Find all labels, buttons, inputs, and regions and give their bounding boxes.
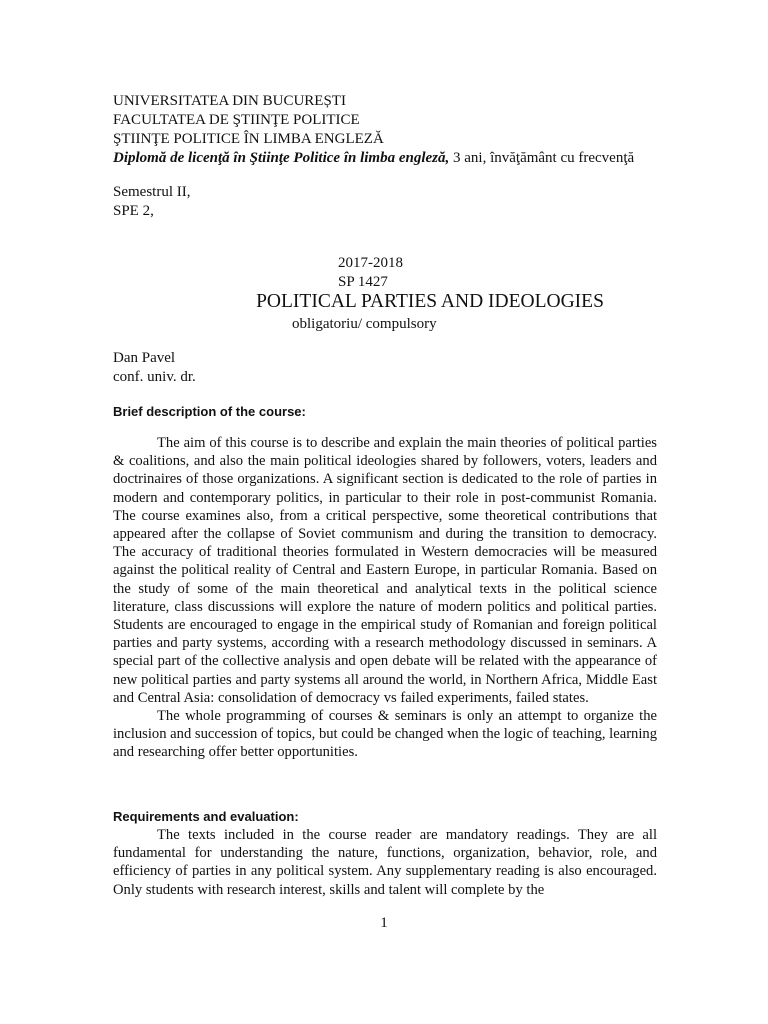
program-code-line: SPE 2, — [113, 203, 154, 219]
university-name: UNIVERSITATEA DIN BUCUREȘTI — [113, 93, 346, 109]
department-name: ŞTIINŢE POLITICE ÎN LIMBA ENGLEZĂ — [113, 131, 384, 147]
requirements-body — [113, 826, 657, 899]
semester-info — [113, 183, 190, 221]
description-paragraph: The whole programming of courses & seminars is only an attempt to organize the inclusion and succession of topics, but could be changed when the logic of teaching, learning and researching offer better opportunities. — [113, 708, 657, 761]
course-code: SP 1427 — [338, 274, 388, 290]
description-body — [113, 434, 657, 762]
course-meta — [338, 254, 403, 292]
document-header — [113, 92, 634, 168]
course-title: POLITICAL PARTIES AND IDEOLOGIES — [256, 291, 604, 312]
author-block — [113, 349, 196, 387]
section-heading-description: Brief description of the course: — [113, 404, 306, 419]
academic-year: 2017-2018 — [338, 255, 403, 271]
requirements-paragraph: The texts included in the course reader are mandatory readings. They are all fundamental for understanding the nature, functions, organization, behavior, role, and efficiency of parties in any political system. Any supplementary reading is also encouraged. Only students with research interest, skills and talent will complete by the — [113, 827, 657, 898]
page-number: 1 — [380, 915, 388, 931]
course-status: obligatoriu/ compulsory — [292, 316, 437, 332]
diploma-details: 3 ani, învăţământ cu frecvenţă — [449, 150, 635, 166]
semester-line: Semestrul II, — [113, 184, 191, 200]
diploma-line — [113, 149, 634, 168]
diploma-title: Diplomă de licenţă în Ştiinţe Politice în limba engleză, — [113, 150, 450, 166]
faculty-name: FACULTATEA DE ŞTIINŢE POLITICE — [113, 112, 360, 128]
description-paragraph: The aim of this course is to describe and explain the main theories of political parties & coalitions, and also the main political ideologies shared by followers, voters, leaders and doctrinaires of those organizations. A significant section is dedicated to the role of parties in modern and contemporary politics, in particular to their role in post-communist Romania. The course examines also, from a critical perspective, some theoretical contributions that appeared after the collapse of Soviet communism and during the transition to democracy. The accuracy of traditional theories formulated in Western democracies will be measured against the political reality of Central and Eastern Europe, in particular Romania. Based on the study of some of the main theoretical and analytical texts in the political science literature, class discussions will explore the nature of modern politics and political parties. Students are encouraged to engage in the empirical study of Romanian and foreign political parties and party systems, according with a research methodology discussed in seminars. A special part of the collective analysis and open debate will be related with the appearance of new political parties and party systems all around the world, in Northern Africa, Middle East and Central Asia: consolidation of democracy vs failed experiments, failed states. — [113, 435, 657, 706]
author-rank: conf. univ. dr. — [113, 369, 196, 385]
author-name: Dan Pavel — [113, 350, 176, 366]
section-heading-requirements: Requirements and evaluation: — [113, 809, 299, 824]
